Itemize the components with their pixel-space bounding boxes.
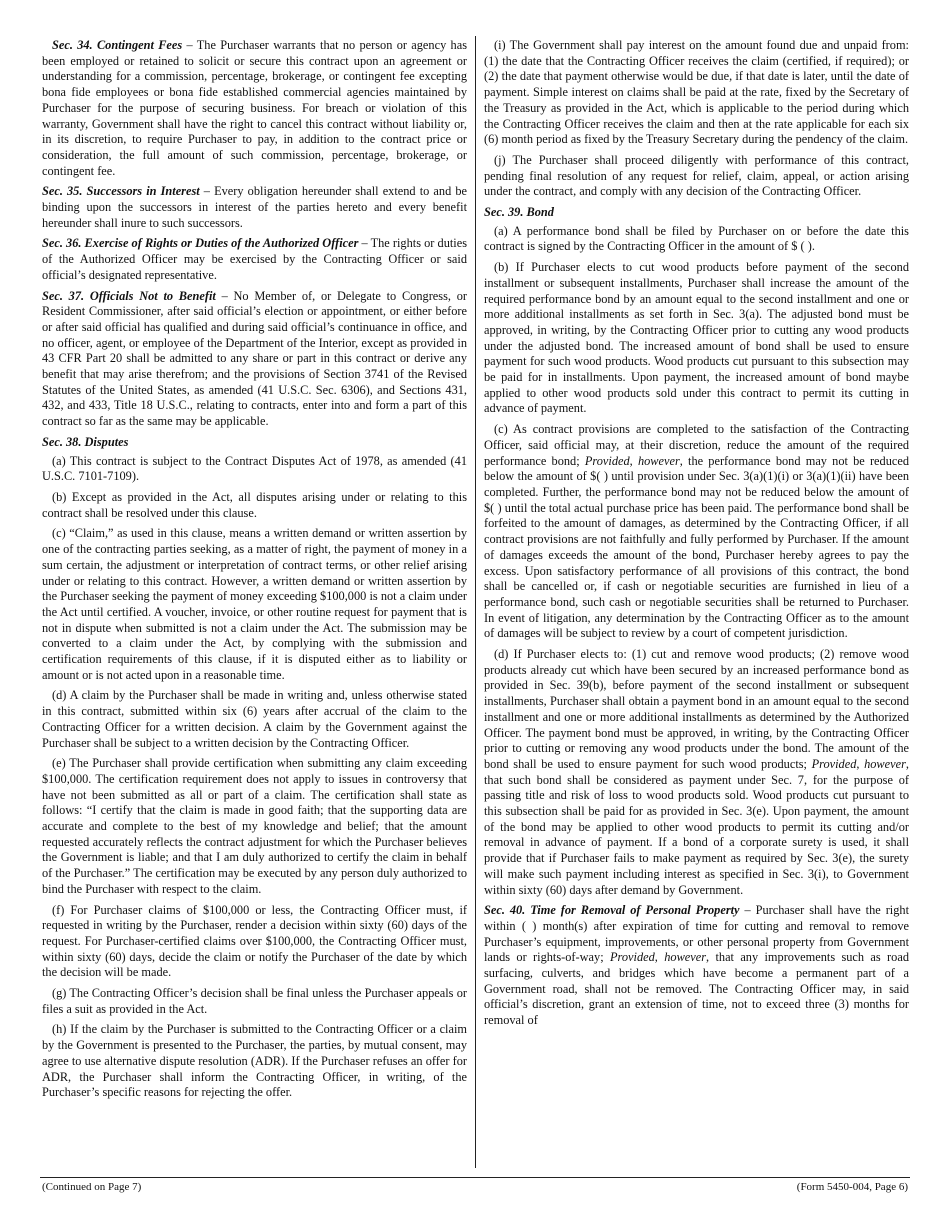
section-35-heading: Sec. 35. Successors in Interest [42,184,200,199]
dash: – [199,184,215,199]
document-page [40,38,910,1166]
dash: – [182,38,197,52]
section-40-text-2: , that any improvements such as road surfacing, culverts, and bridges which have become a permanent part of a Government road, shall not be removed. The Contracting Officer may, in said official’s discretion, grant an extension of time, not to exceed three (3) months for removal of [484,950,909,1028]
section-34-body: The Purchaser warrants that no person or agency has been employed or retained to solicit or secure this contract upon an agreement or understanding for a commission, percentage, brokerage, or contingent fee excepting bona fide employees or bona fide established commercial agencies maintained by Purchaser for the purpose of securing business. For breach or violation of this warranty, Government shall have the right to cancel this contract without liability or, in its discretion, to require Purchaser to pay, in addition to the contract price or consideration, the full amount of such commission, percentage, brokerage, or contingent fee. [42,38,467,178]
section-39-d-text-2: , that such bond shall be considered as payment under Sec. 7, for the purpose of passing title and risk of loss to wood products sold. Wood products cut pursuant to this subsection shall be paid for as provided in Sec. 3(e). Upon payment, the amount of the bond may be applied to other wood products to permit its cutting and/or removal in advance of payment. If a bond of a corporate surety is used, it shall provide that if Purchaser fails to make payment as required by Sec. 3(e), the surety will make such payment including interest as specified in Sec. 3(i), to Government within sixty (60) days after demand by Government. [484,756,909,897]
section-39-c-text-1: (c) As contract provisions are completed to the satisfaction of the Contracting Officer, said official may, at their discretion, reduce the amount of the required performance bond; [484,422,909,468]
column-divider [475,36,476,1168]
continued-note: (Continued on Page 7) [42,1181,142,1193]
provided-term: Provided [811,756,857,771]
however-term: however [637,453,680,468]
section-39-a: (a) A performance bond shall be filed by Purchaser on or before the date this contract is signed by the Contracting Officer in the amount of $ ( ). [484,223,909,254]
section-39-c: (c) As contract provisions are completed to the satisfaction of the Contracting Officer, said official may, at their discretion, reduce the amount of the required performance bond; Provided, however, the performance bond may not be reduced below the amount of $( ) until provision under Sec. 3(a)(1)(i) or 3(a)(1)(ii) have been completed. Further, the performance bond may not be reduced below the amount of $( ) until the total actual purchase price has been paid. The performance bond shall be forfeited to the amount of damages, as determined by the Contracting Officer, if all contract provisions are not faithfully and fully performed by Purchaser. If the amount of damages exceeds the amount of the bond, Purchaser hereby agrees to pay the excess. Upon satisfactory performance of all provisions of this contract, the bond shall be cancelled or, if cash or negotiable securities are furnished in lieu of a performance bond, such cash or negotiable securities shall be returned to Purchaser. In event of litigation, any determination by the Contracting Officer as to the amount of damages will be subject to review by a court of competent jurisdiction. [484,422,910,641]
right-column [484,38,909,1034]
section-40-text-1: Purchaser shall have the right within ( ) month(s) after expiration of time for cutting and removal to remove Purchaser’s equipment, improvements, or other personal property from Government lands or rights-of-way; [484,903,910,965]
section-38-f: (f) For Purchaser claims of $100,000 or less, the Contracting Officer must, if requested in writing by the Purchaser, render a decision within sixty (60) days of the request. For Purchaser-certified claims over $100,000, the Contracting Officer must, within sixty (60) days, decide the claim or notify the Purchaser of the date by which the decision will be made. [42,902,467,980]
section-40: Sec. 40. Time for Removal of Personal Property – Purchaser shall have the right within ( ) month(s) after expiration of time for cutting and removal to remove Purchaser’s equipment, improvements, or other personal property from Government lands or rights-of-way; Provided, however, that any improvements such as road surfacing, culverts, and bridges which have become a permanent part of a Government road, shall not be removed. The Contracting Officer may, in said official’s discretion, grant an extension of time, not to exceed three (3) months for removal of [484,903,910,1028]
section-39-d: (d) If Purchaser elects to: (1) cut and remove wood products; (2) remove wood products already cut which have been secured by an increased performance bond as provided in Sec. 39(b), before payment of the second installment or subsequent installments, Purchaser shall obtain a payment bond in an amount equal to the second installment and one or more additional installments as determined by the Authorized Officer. The payment bond must be approved, in writing, by the Contracting Officer prior to cutting or removing any wood products under the bond. The amount of the bond shall be used to ensure payment for such wood products; Provided, however, that such bond shall be considered as payment under Sec. 7, for the purpose of passing title and risk of loss to wood products sold. Wood products cut pursuant to this subsection shall be paid for as provided in Sec. 3(e). Upon payment, the amount of the bond may be applied to other wood products to permit its cutting and/or removal in advance of payment. If a bond of a corporate surety is used, it shall provide that if Purchaser fails to make payment as required by Sec. 3(e), the surety will make such payment including interest as specified in Sec. 3(i), to Government within sixty (60) days after demand by Government. [484,647,909,897]
provided-term: Provided [609,950,655,965]
section-39-d-text-1: (d) If Purchaser elects to: (1) cut and remove wood products; (2) remove wood products already cut which have been secured by an increased performance bond as provided in Sec. 39(b), before payment of the second installment or subsequent installments, Purchaser shall obtain a payment bond in an amount equal to the second installment and one or more additional installments as determined by the Authorized Officer. The payment bond must be approved, in writing, by the Contracting Officer prior to cutting or removing any wood products under the bond. The amount of the bond shall be used to ensure payment for such wood products; [484,647,909,771]
section-34-heading: Sec. 34. Contingent Fees [52,38,183,52]
section-36-heading: Sec. 36. Exercise of Rights or Duties of the Authorized Officer [42,236,359,251]
section-38-heading: Sec. 38. Disputes [42,434,129,449]
however-term: however [664,950,707,965]
section-35-body: Every obligation hereunder shall extend to and be binding upon the successors in interest of the parties hereto and every benefit hereunder shall inure to such successors. [42,184,467,230]
section-40-heading: Sec. 40. Time for Removal of Personal Property [484,903,740,918]
dash: – [358,236,371,251]
left-column [42,38,467,1106]
section-37-heading: Sec. 37. Officials Not to Benefit [42,288,216,303]
section-38-e: (e) The Purchaser shall provide certification when submitting any claim exceeding $100,000. The certification requirement does not apply to issues in controversy that have not been submitted as all or part of a claim. The certification shall state as follows: “I certify that the claim is made in good faith; that the supporting data are accurate and complete to the best of my knowledge and belief; that the amount requested accurately reflects the contract adjustment for which the Purchaser believes the Government is liable; and that I am duly authorized to certify the claim in behalf of the Purchaser.” The certification may be executed by any person duly authorized to bind the Purchaser with respect to the claim. [42,756,467,896]
footer-rule [40,1177,910,1178]
section-38-a: (a) This contract is subject to the Contract Disputes Act of 1978, as amended (41 U.S.C. 7101-7109). [42,453,467,484]
section-39-b: (b) If Purchaser elects to cut wood products before payment of the second installment or subsequent installments, Purchaser shall increase the amount of the required performance bond by an amount equal to the second installment and one or more additional installments as set forth in Sec. 3(a). The adjusted bond must be approved, in writing, by the Contracting Officer prior to cutting any wood products under the adjusted bond. The increased amount of bond shall be used to ensure payment for such wood products. Wood products cut pursuant to this subsection may be paid for in installments. Upon payment, the increased amount of bond maybe applied to other wood products sold under this contract to permit its cutting in advance of payment. [484,260,909,416]
section-38-h: (h) If the claim by the Purchaser is submitted to the Contracting Officer or a claim by the Government is presented to the Purchaser, the parties, by mutual consent, may agree to use alternative dispute resolution (ADR). If the Purchaser refuses an offer for ADR, the Purchaser shall inform the Contracting Officer, in writing, of the Purchaser’s specific reasons for rejecting the offer. [42,1022,467,1100]
section-38-g: (g) The Contracting Officer’s decision shall be final unless the Purchaser appeals or files a suit as provided in the Act. [42,986,467,1016]
dash: – [215,288,234,303]
section-38-c: (c) “Claim,” as used in this clause, means a written demand or written assertion by one of the contracting parties seeking, as a matter of right, the payment of money in a sum certain, the adjustment or interpretation of contract terms, or other relief arising under or relating to this contract. However, a written demand or written assertion by the Purchaser seeking the payment of money exceeding $100,000 is not a claim under the Act until certified. A voucher, invoice, or other routine request for payment that is not in dispute when submitted is not a claim under the Act. The submission may be converted to a claim under the Act, by complying with the submission and certification requirements of this clause, if it is disputed either as to liability or amount or is not acted upon in a reasonable time. [42,526,467,682]
section-38-j: (j) The Purchaser shall proceed diligently with performance of this contract, pending final resolution of any request for relief, claim, appeal, or action arising under the contract, and comply with any decision of the Contracting Officer. [484,152,909,199]
section-39-c-text-2: , the performance bond may not be reduced below the amount of $( ) until provision under Sec. 3(a)(1)(i) or 3(a)(1)(ii) have been completed. Further, the performance bond may not be reduced below the amount of $( ) until the total actual purchase price has been paid. The performance bond shall be forfeited to the amount of damages, as determined by the Contracting Officer, if all contract provisions are not faithfully and fully performed by Purchaser. If the amount of damages exceeds the amount of the bond, Purchaser hereby agrees to pay the excess. Upon satisfactory performance of all provisions of this contract, the bond shall be cancelled or, if cash or negotiable securities are furnished in lieu of a performance bond, such cash or negotiable securities shall be returned to Purchaser. In event of litigation, any determination by the Contracting Officer as to the amount of damages will be subject to review by a court of competent jurisdiction. [484,453,910,641]
section-37 [42,289,467,430]
section-38-i: (i) The Government shall pay interest on the amount found due and unpaid from: (1) the date that the Contracting Officer receives the claim (certified, if required); or (2) the date that payment otherwise would be due, if that date is later, until the date of payment. Simple interest on claims shall be paid at the rate, fixed by the Secretary of the Treasury as provided in the Act, which is applicable to the period during which the Contracting Officer receives the claim and then at the rate applicable for each six (6) month period as fixed by the Treasury Secretary during the pendency of the claim. [484,38,909,147]
section-36 [42,236,467,283]
section-38-d: (d) A claim by the Purchaser shall be made in writing and, unless otherwise stated in this contract, submitted within six (6) years after accrual of the claim to the Contracting Officer for a written decision. A claim by the Government against the Purchaser shall be subject to a written decision by the Contracting Officer. [42,688,467,750]
section-35 [42,184,467,231]
section-36-body: The rights or duties of the Authorized Officer may be exercised by the Contracting Officer or said official’s designated representative. [42,236,468,282]
section-34 [42,38,467,179]
dash: – [739,903,756,918]
section-38-b: (b) Except as provided in the Act, all disputes arising under or relating to this contract shall be resolved under this clause. [42,489,467,520]
provided-term: Provided [584,453,630,468]
however-term: however [864,756,906,771]
section-37-body: No Member of, or Delegate to Congress, or Resident Commissioner, after said official’s election or appointment, or either before or after said official has qualified and during said official’s continuance in office, and no officer, agent, or employee of the Department of the Interior, except as provided in 43 CFR Part 20 shall be admitted to any share or part in this contract or derive any benefit that may arise therefrom; and the provisions of Section 3741 of the Revised Statutes of the United States, as amended (41 U.S.C. Sec. 6306), and Sections 431, 432, and 433, Title 18 U.S.C., relating to contracts, enter into and form a part of this contract so far as the same may be applicable. [42,288,468,429]
section-39-heading: Sec. 39. Bond [484,205,554,220]
form-page-label: (Form 5450-004, Page 6) [796,1181,908,1193]
